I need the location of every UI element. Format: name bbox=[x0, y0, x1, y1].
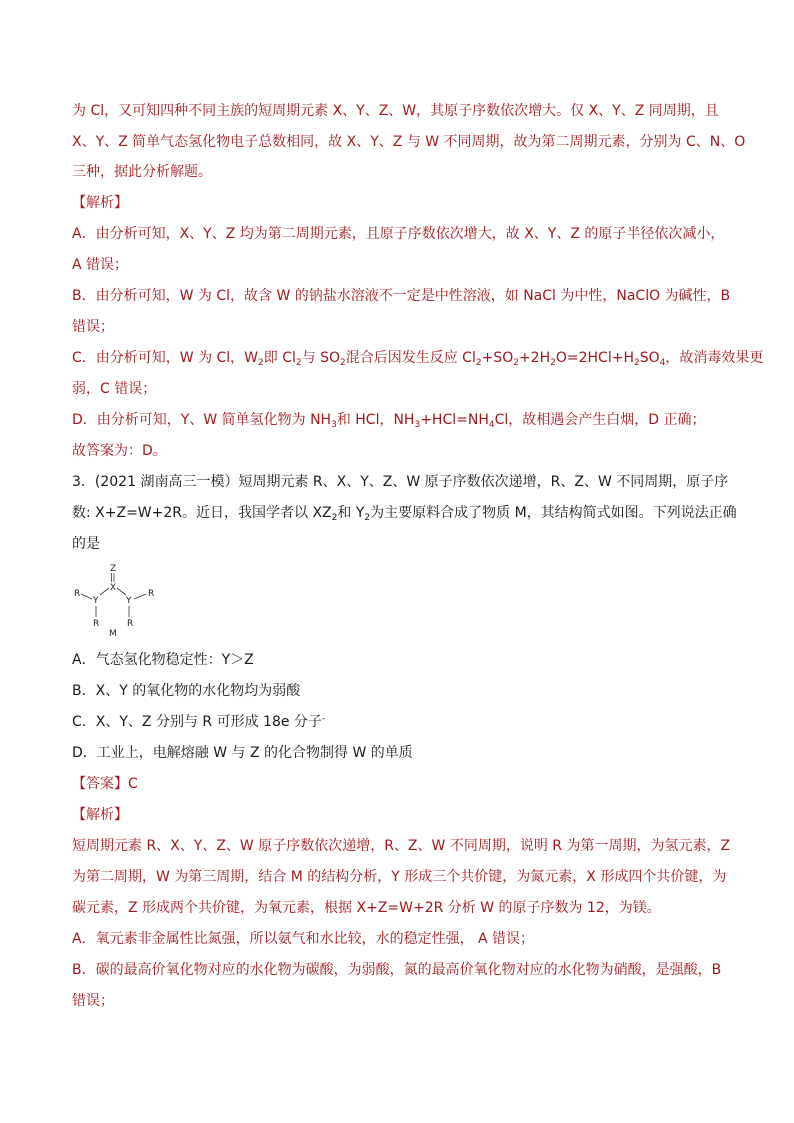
option-b: B．X、Y 的氧化物的水化物均为弱酸 bbox=[72, 683, 301, 699]
atom-r: R bbox=[74, 589, 81, 599]
text-line: A．由分析可知，X、Y、Z 均为第二周期元素，且原子序数依次增大，故 X、Y、Z 的原子半径依次减小， bbox=[72, 226, 725, 242]
text-line: 为第二周期，W 为第三周期，结合 M 的结构分析，Y 形成三个共价键，为氮元素，X 形成四个共价键，为 bbox=[72, 869, 727, 885]
atom-r: R bbox=[148, 589, 155, 599]
text-line: 碳元素，Z 形成两个共价键，为氧元素，根据 X+Z=W+2R 分析 W 的原子序数为 12，为镁。 bbox=[72, 900, 661, 916]
text-line: A．氧元素非金属性比氮强，所以氨气和水比较，水的稳定性强， A 错误； bbox=[72, 931, 535, 947]
atom-z: Z bbox=[110, 564, 117, 574]
section-heading: 【解析】 bbox=[72, 195, 128, 211]
atom-y-right: Y bbox=[126, 596, 132, 606]
text-line: X、Y、Z 简单气态氢化物电子总数相同，故 X、Y、Z 与 W 不同周期，故为第二周期元素，分别为 C、N、O bbox=[72, 134, 746, 150]
answer-label: 【答案】C bbox=[72, 776, 138, 792]
option-c: C．X、Y、Z 分别与 R 可形成 18e 分子- bbox=[72, 714, 326, 730]
text-line: B．由分析可知，W 为 Cl，故含 W 的钠盐水溶液不一定是中性溶液，如 NaCl 为中性，NaClO 为碱性，B bbox=[72, 288, 731, 304]
atom-r: R bbox=[93, 619, 100, 629]
text-line: 弱，C 错误； bbox=[72, 381, 157, 397]
text-line: 三种，据此分析解题。 bbox=[72, 164, 212, 180]
option-a: A．气态氢化物稳定性：Y＞Z bbox=[72, 652, 254, 668]
atom-r: R bbox=[127, 619, 134, 629]
question-text: 3．(2021 湖南高三一模）短周期元素 R、X、Y、Z、W 原子序数依次递增，R、Z、W 不同周期，原子序 bbox=[72, 474, 729, 490]
text-line: B．碳的最高价氧化物对应的水化物为碳酸，为弱酸，氮的最高价氧化物对应的水化物为硝酸，是强酸，B bbox=[72, 962, 722, 978]
text-line: 为 Cl，又可知四种不同主族的短周期元素 X、Y、Z、W，其原子序数依次增大。仅 X、Y、Z 同周期，且 bbox=[72, 103, 719, 119]
text-line: 短周期元素 R、X、Y、Z、W 原子序数依次递增，R、Z、W 不同周期，说明 R 为第一周期，为氢元素，Z bbox=[72, 838, 731, 854]
question-text: 的是 bbox=[72, 536, 100, 552]
structure-formula-diagram bbox=[70, 562, 160, 642]
atom-y-left: Y bbox=[93, 596, 99, 606]
option-d: D．工业上，电解熔融 W 与 Z 的化合物制得 W 的单质 bbox=[72, 745, 413, 761]
text-line: 故答案为：D。 bbox=[72, 443, 167, 459]
section-heading: 【解析】 bbox=[72, 807, 128, 823]
text-line: 错误； bbox=[72, 993, 114, 1009]
text-line-equation: D．由分析可知，Y、W 简单氢化物为 $NH_3$和 HCl，$NH_3+HCl=NH_4Cl$，故相遇会产生白烟，D 正确； bbox=[72, 412, 706, 430]
text-line: 错误； bbox=[72, 319, 114, 335]
atom-x: X bbox=[110, 583, 117, 593]
question-text: 数: X+Z=W+2R。近日，我国学者以 $XZ_2$和 $Y_2$为主要原料合成了物质 M，其结构简式如图。下列说法正确 bbox=[72, 505, 737, 523]
structure-label: M bbox=[109, 629, 117, 639]
text-line: A 错误； bbox=[72, 257, 129, 273]
text-line-equation: C．由分析可知，W 为 Cl，$W_2$即 $Cl_2$与 $SO_2$混合后因发生反应 $Cl_2+SO_2+2H_2O=2HCl+H_2SO_4$，故消毒效果更 bbox=[72, 350, 764, 368]
